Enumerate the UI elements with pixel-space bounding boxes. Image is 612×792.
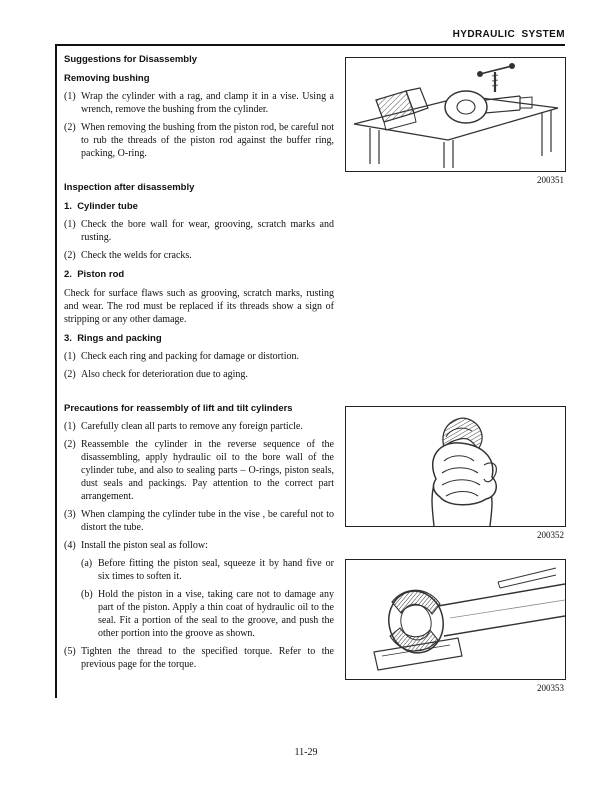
list-item: [64, 350, 334, 363]
hand-seal-illustration: [346, 407, 565, 526]
item-text: Reassemble the cylinder in the reverse sequence of the disassembling, apply hydraulic oil to the bore wall of the cylinder tube, and also to sealing parts – O-rings, piston seals, dust seals and packings. Pay attention to the correct part arrangement.: [81, 439, 334, 502]
list-item: [64, 588, 334, 640]
item-text: Wrap the cylinder with a rag, and clamp it in a vise. Using a wrench, remove the bushing from the cylinder.: [81, 91, 334, 115]
item-marker: (1): [64, 351, 76, 362]
list-item: [64, 539, 334, 552]
section-heading: Precautions for reassembly of lift and tilt cylinders: [64, 403, 293, 414]
section-heading: Inspection after disassembly: [64, 182, 195, 193]
item-text: Tighten the thread to the specified torque. Refer to the previous page for the torque.: [81, 646, 334, 670]
item-marker: (b): [81, 589, 93, 600]
list-item: [64, 438, 334, 503]
figure-fitting-seal-to-piston: [345, 559, 566, 693]
list-item: [64, 90, 334, 116]
item-text: Check the bore wall for wear, grooving, scratch marks and rusting.: [81, 219, 334, 243]
list-item: [64, 121, 334, 160]
figure-vise-clamping-cylinder: [345, 57, 566, 185]
piston-seal-illustration: [346, 560, 565, 679]
sub-heading: 1. Cylinder tube: [64, 201, 138, 212]
item-marker: (1): [64, 219, 76, 230]
item-marker: (4): [64, 540, 76, 551]
list-item: [64, 508, 334, 534]
item-text: Also check for deterioration due to aging.: [81, 369, 248, 380]
item-text: Check each ring and packing for damage or distortion.: [81, 351, 299, 362]
figure-frame: [345, 559, 566, 680]
list-item: [64, 420, 334, 433]
vise-illustration: [346, 58, 565, 171]
item-marker: (2): [64, 122, 76, 133]
item-marker: (3): [64, 509, 76, 520]
item-marker: (5): [64, 646, 76, 657]
list-item: [64, 557, 334, 583]
page-number: 11-29: [294, 747, 318, 758]
item-text: When removing the bushing from the piston rod, be careful not to rub the threads of the piston rod against the buffer ring, packing, O-ring.: [81, 122, 334, 159]
revision-bar: [55, 44, 57, 698]
figure-frame: [345, 406, 566, 527]
list-item: [64, 218, 334, 244]
figure-caption: 200353: [537, 683, 564, 693]
item-marker: (2): [64, 439, 76, 450]
item-text: Install the piston seal as follow:: [81, 540, 208, 551]
sub-heading: 3. Rings and packing: [64, 333, 162, 344]
item-marker: (1): [64, 421, 76, 432]
list-item: [64, 368, 334, 381]
item-text: Before fitting the piston seal, squeeze it by hand five or six times to soften it.: [98, 558, 334, 582]
list-item: [64, 249, 334, 262]
list-item: [64, 645, 334, 671]
paragraph: Check for surface flaws such as grooving, scratch marks, rusting and wear. The rod must be replaced if its threads show a sign of stripping or any other damage.: [64, 288, 334, 325]
figure-frame: [345, 57, 566, 172]
body-text-column: [64, 54, 334, 671]
item-marker: (a): [81, 558, 93, 569]
item-text: Check the welds for cracks.: [81, 250, 192, 261]
item-marker: (2): [64, 250, 76, 261]
sub-heading: 2. Piston rod: [64, 269, 125, 280]
item-marker: (2): [64, 369, 76, 380]
sub-heading: Removing bushing: [64, 73, 150, 84]
header-rule: [56, 44, 565, 46]
item-text: Hold the piston in a vise, taking care not to damage any part of the piston. Apply a thin coat of hydraulic oil to the seal. Fit a portion of the seal to the groove, and push the other portion into the groove as shown.: [98, 589, 334, 639]
figure-hand-squeezing-seal: [345, 406, 566, 540]
figure-caption: 200351: [537, 175, 564, 185]
figure-caption: 200352: [537, 530, 564, 540]
item-text: When clamping the cylinder tube in the vise , be careful not to distort the tube.: [81, 509, 334, 533]
page-header-title: HYDRAULIC SYSTEM: [452, 29, 565, 40]
item-text: Carefully clean all parts to remove any foreign particle.: [81, 421, 303, 432]
item-marker: (1): [64, 91, 76, 102]
section-heading: Suggestions for Disassembly: [64, 54, 198, 65]
